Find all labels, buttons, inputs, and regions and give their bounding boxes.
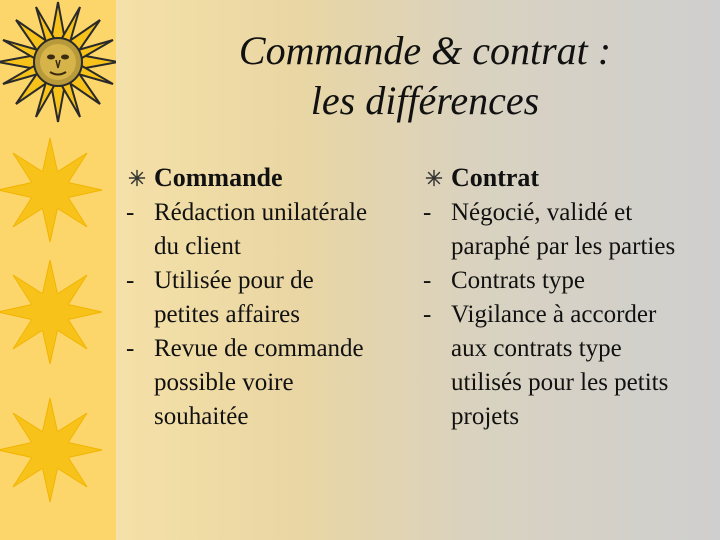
dash-marker: -	[126, 267, 135, 294]
title-line-2: les différences	[310, 78, 540, 123]
dash-marker: -	[126, 199, 135, 226]
slide-title	[130, 26, 720, 126]
dash-marker: -	[423, 267, 432, 294]
list-item	[126, 196, 406, 264]
list-item	[126, 332, 406, 434]
item-line: Vigilance à accorder	[451, 301, 657, 328]
star-bullet-icon	[425, 169, 443, 187]
item-line: Utilisée pour de	[154, 267, 314, 294]
sun-face-icon	[0, 2, 116, 122]
item-line: utilisés pour les petits	[451, 369, 669, 396]
item-line: paraphé par les parties	[451, 233, 676, 260]
item-line: du client	[154, 233, 241, 260]
list-item	[423, 264, 720, 298]
dash-marker: -	[423, 199, 432, 226]
item-line: petites affaires	[154, 301, 300, 328]
title-line-1: Commande & contrat :	[238, 28, 612, 73]
item-line: Négocié, validé et	[451, 199, 633, 226]
list-item	[423, 298, 720, 434]
item-line: possible voire	[154, 369, 294, 396]
sun-icon	[0, 398, 102, 502]
contrat-heading	[423, 160, 720, 196]
decorative-sidebar	[0, 0, 116, 540]
list-item	[126, 264, 406, 332]
sun-icon	[0, 260, 102, 364]
item-line: projets	[451, 403, 520, 430]
item-line: Contrats type	[451, 267, 586, 294]
commande-heading	[126, 160, 406, 196]
list-item	[423, 196, 720, 264]
commande-heading-text: Commande	[154, 163, 283, 192]
contrat-column	[423, 160, 720, 434]
star-bullet-icon	[128, 169, 146, 187]
item-line: souhaitée	[154, 403, 249, 430]
item-line: Rédaction unilatérale	[154, 199, 368, 226]
item-line: aux contrats type	[451, 335, 622, 362]
item-line: Revue de commande	[154, 335, 364, 362]
commande-column	[126, 160, 406, 434]
sun-decorations	[0, 0, 116, 540]
sun-icon	[0, 138, 102, 242]
dash-marker: -	[423, 301, 432, 328]
contrat-heading-text: Contrat	[451, 163, 540, 192]
dash-marker: -	[126, 335, 135, 362]
